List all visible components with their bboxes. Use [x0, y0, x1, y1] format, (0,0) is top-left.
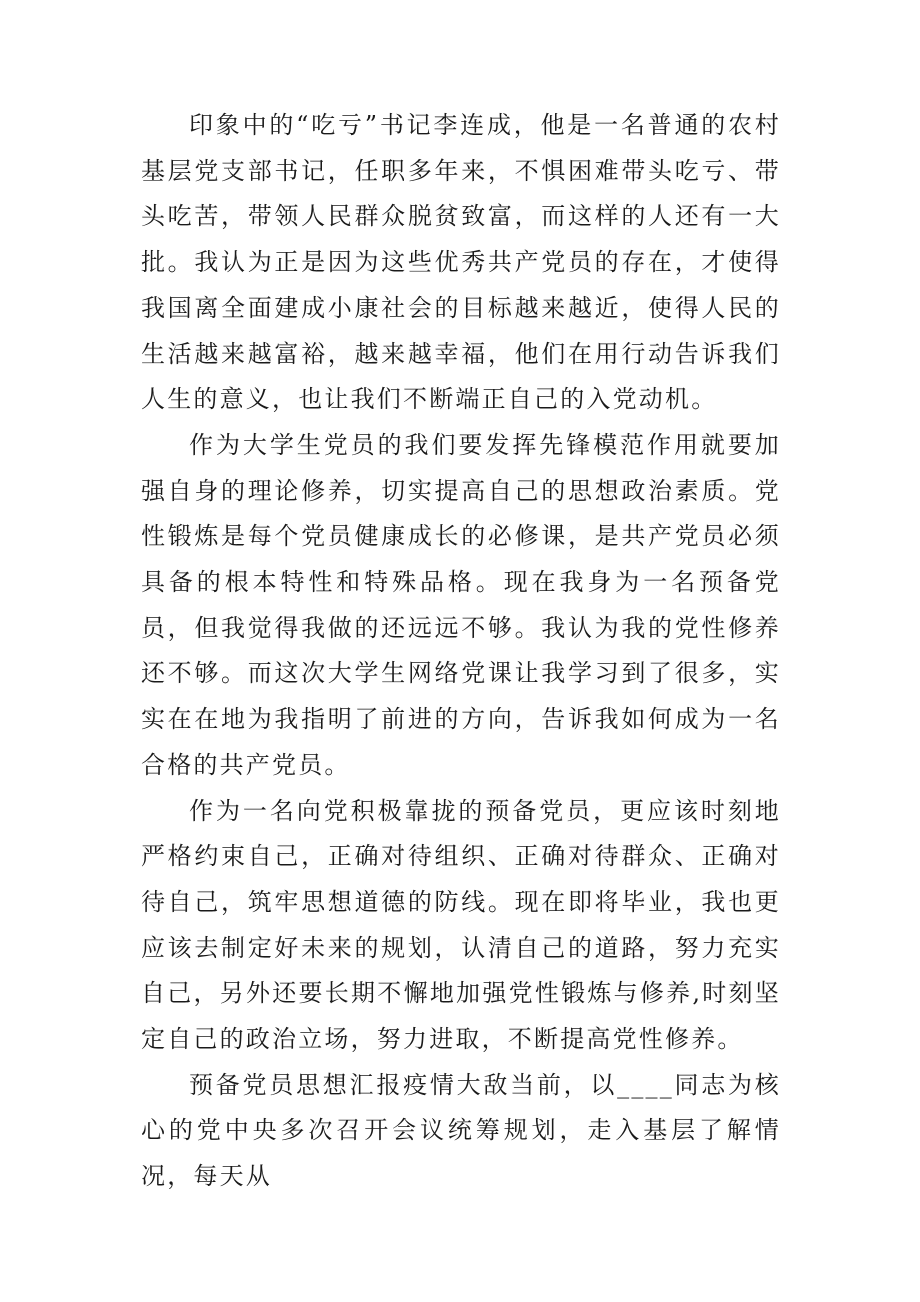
paragraph-3: 作为一名向党积极靠拢的预备党员，更应该时刻地严格约束自己，正确对待组织、正确对待群众、正确对待自己，筑牢思想道德的防线。现在即将毕业，我也更应该去制定好未来的规划，认清自己的道路，努力充实自己，另外还要长期不懈地加强党性锻炼与修养,时刻坚定自己的政治立场，努力进取，不断提高党性修养。 — [141, 796, 781, 1054]
paragraph-2: 作为大学生党员的我们要发挥先锋模范作用就要加强自身的理论修养，切实提高自己的思想政治素质。党性锻炼是每个党员健康成长的必修课，是共产党员必须具备的根本特性和特殊品格。现在我身为一名预备党员，但我觉得我做的还远远不够。我认为我的党性修养还不够。而这次大学生网络党课让我学习到了很多，实实在在地为我指明了前进的方向，告诉我如何成为一名合格的共产党员。 — [141, 430, 781, 779]
paragraph-1: 印象中的“吃亏”书记李连成，他是一名普通的农村基层党支部书记，任职多年来，不惧困难带头吃亏、带头吃苦，带领人民群众脱贫致富，而这样的人还有一大批。我认为正是因为这些优秀共产党员的存在，才使得我国离全面建成小康社会的目标越来越近，使得人民的生活越来越富裕，越来越幸福，他们在用行动告诉我们人生的意义，也让我们不断端正自己的入党动机。 — [141, 111, 781, 414]
paragraph-4: 预备党员思想汇报疫情大敌当前，以____同志为核心的党中央多次召开会议统筹规划，走入基层了解情况，每天从 — [141, 1070, 781, 1191]
document-body — [141, 103, 781, 1200]
